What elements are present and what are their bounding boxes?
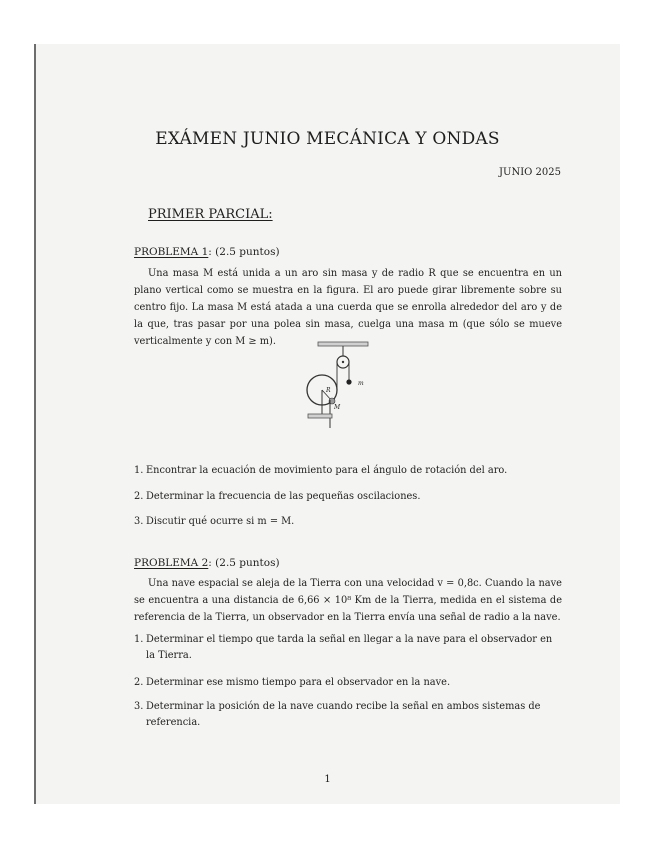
problem-2-statement: Una nave espacial se aleja de la Tierra con una velocidad v = 0,8c. Cuando la nave se encuentra a una distancia de 6,66 × 10⁸ Km de la Tierra, medida en el sistema de referencia de la Tierra, un observador en la Tierra envía una señal de radio a la nave. — [134, 578, 562, 623]
exam-date: JUNIO 2025 — [499, 167, 561, 178]
problem-1-label: PROBLEMA 1 — [134, 246, 209, 258]
hoop-pulley-figure — [300, 340, 380, 436]
small-mass — [346, 379, 351, 384]
problem-2-points: : (2.5 puntos) — [208, 557, 280, 569]
problem-2-item-3: 3. Determinar la posición de la nave cuando recibe la señal en ambos sistemas de referencia. — [134, 701, 541, 728]
radius-label: R — [326, 387, 331, 394]
section-heading: PRIMER PARCIAL: — [148, 207, 273, 222]
problem-2-item-1: 1. Determinar el tiempo que tarda la señal en llegar a la nave para el observador en la Tierra. — [134, 634, 553, 661]
hoop-support — [308, 390, 332, 428]
big-mass-label: M — [334, 404, 341, 411]
problem-1-points: : (2.5 puntos) — [208, 246, 280, 258]
problem-1-statement: Una masa M está unida a un aro sin masa y de radio R que se encuentra en un plano vertical como se muestra en la figura. El aro puede girar libremente sobre su centro fijo. La masa M está atada a una cuerda que se enrolla alrededor del aro y de la que, tras pasar por una polea sin masa, cuelga una masa m (que sólo se mueve verticalmente y con M ≥ m). — [134, 268, 562, 347]
page-number: 1 — [324, 774, 331, 785]
scan-edge — [0, 0, 34, 848]
ceiling-support — [318, 342, 368, 356]
problem-1-item-3: 3. Discutir qué ocurre si m = M. — [134, 516, 295, 527]
problem-1-item-1: 1. Encontrar la ecuación de movimiento para el ángulo de rotación del aro. — [134, 465, 508, 476]
exam-title: EXÁMEN JUNIO MECÁNICA Y ONDAS — [155, 129, 500, 149]
problem-1-item-2: 2. Determinar la frecuencia de las pequeñas oscilaciones. — [134, 491, 421, 502]
problem-2-item-2: 2. Determinar ese mismo tiempo para el observador en la nave. — [134, 677, 451, 688]
problem-2-label: PROBLEMA 2 — [134, 557, 209, 569]
small-mass-label: m — [358, 380, 364, 387]
problem-1-heading — [134, 246, 280, 258]
problem-2-heading — [134, 557, 280, 569]
